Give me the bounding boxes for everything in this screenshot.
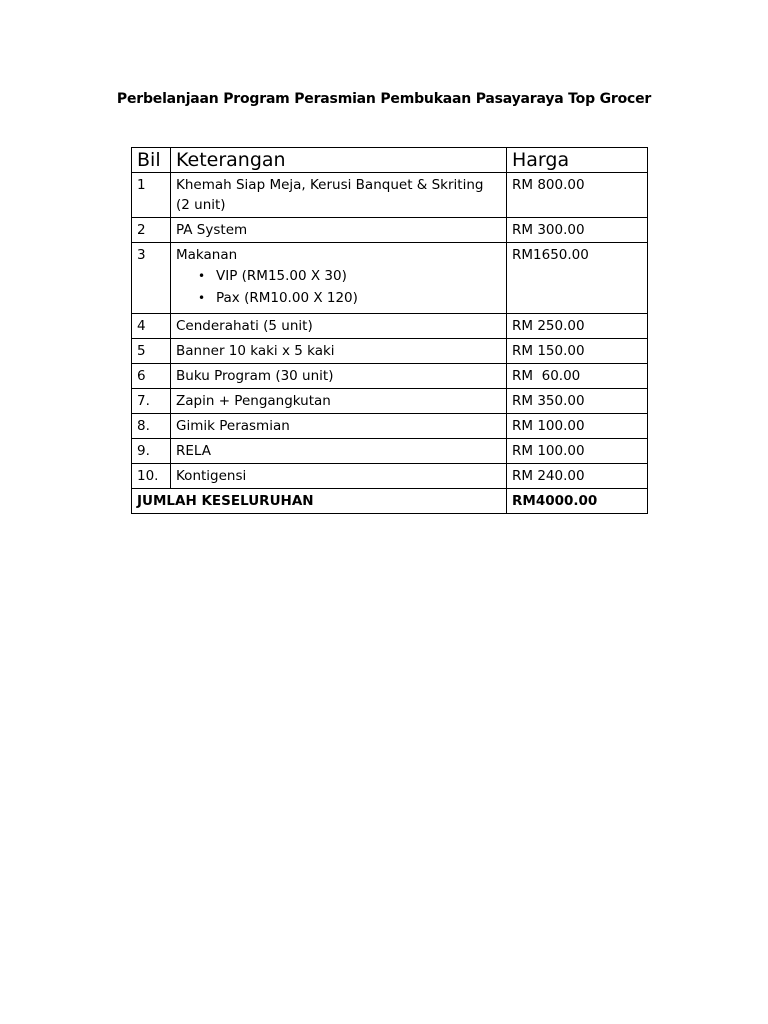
table-row: [132, 439, 648, 464]
total-label: JUMLAH KESELURUHAN: [132, 489, 507, 514]
budget-table: [131, 147, 648, 514]
cell-harga: RM 100.00: [507, 439, 648, 464]
table-row: [132, 364, 648, 389]
bullet-icon: •: [198, 269, 206, 283]
sub-item-label: VIP (RM15.00 X 30): [216, 268, 347, 284]
table-row: [132, 314, 648, 339]
cell-keterangan: Zapin + Pengangkutan: [171, 389, 507, 414]
cell-bil: 9.: [132, 439, 171, 464]
table-row: [132, 218, 648, 243]
table-header-row: [132, 148, 648, 173]
cell-keterangan: Kontigensi: [171, 464, 507, 489]
cell-bil: 6: [132, 364, 171, 389]
cell-keterangan-makanan: [171, 243, 507, 314]
sub-item-label: Pax (RM10.00 X 120): [216, 290, 358, 306]
table-row: [132, 243, 648, 314]
makanan-label: Makanan: [176, 247, 238, 263]
cell-bil: 1: [132, 173, 171, 218]
cell-keterangan: RELA: [171, 439, 507, 464]
cell-bil: 8.: [132, 414, 171, 439]
cell-harga: RM 800.00: [507, 173, 648, 218]
cell-harga: RM 150.00: [507, 339, 648, 364]
total-row: [132, 489, 648, 514]
cell-keterangan: Gimik Perasmian: [171, 414, 507, 439]
cell-harga: RM 300.00: [507, 218, 648, 243]
list-item: [198, 265, 501, 287]
cell-bil: 4: [132, 314, 171, 339]
header-bil: Bil: [132, 148, 171, 173]
cell-harga: RM 60.00: [507, 364, 648, 389]
table-row: [132, 389, 648, 414]
cell-bil: 3: [132, 243, 171, 314]
cell-bil: 7.: [132, 389, 171, 414]
table-row: [132, 339, 648, 364]
cell-bil: 10.: [132, 464, 171, 489]
table-row: [132, 173, 648, 218]
cell-keterangan: PA System: [171, 218, 507, 243]
total-harga: RM4000.00: [507, 489, 648, 514]
cell-keterangan: Banner 10 kaki x 5 kaki: [171, 339, 507, 364]
table-row: [132, 414, 648, 439]
table-row: [132, 464, 648, 489]
cell-harga: RM1650.00: [507, 243, 648, 314]
header-keterangan: Keterangan: [171, 148, 507, 173]
cell-keterangan: Buku Program (30 unit): [171, 364, 507, 389]
cell-harga: RM 350.00: [507, 389, 648, 414]
cell-harga: RM 100.00: [507, 414, 648, 439]
list-item: [198, 287, 501, 309]
page-title: Perbelanjaan Program Perasmian Pembukaan Pasayaraya Top Grocer: [116, 91, 652, 107]
makanan-sub-list: [176, 265, 501, 309]
cell-harga: RM 240.00: [507, 464, 648, 489]
cell-keterangan: Cenderahati (5 unit): [171, 314, 507, 339]
cell-bil: 2: [132, 218, 171, 243]
cell-keterangan: Khemah Siap Meja, Kerusi Banquet & Skriting (2 unit): [171, 173, 507, 218]
cell-bil: 5: [132, 339, 171, 364]
cell-harga: RM 250.00: [507, 314, 648, 339]
header-harga: Harga: [507, 148, 648, 173]
bullet-icon: •: [198, 291, 206, 305]
